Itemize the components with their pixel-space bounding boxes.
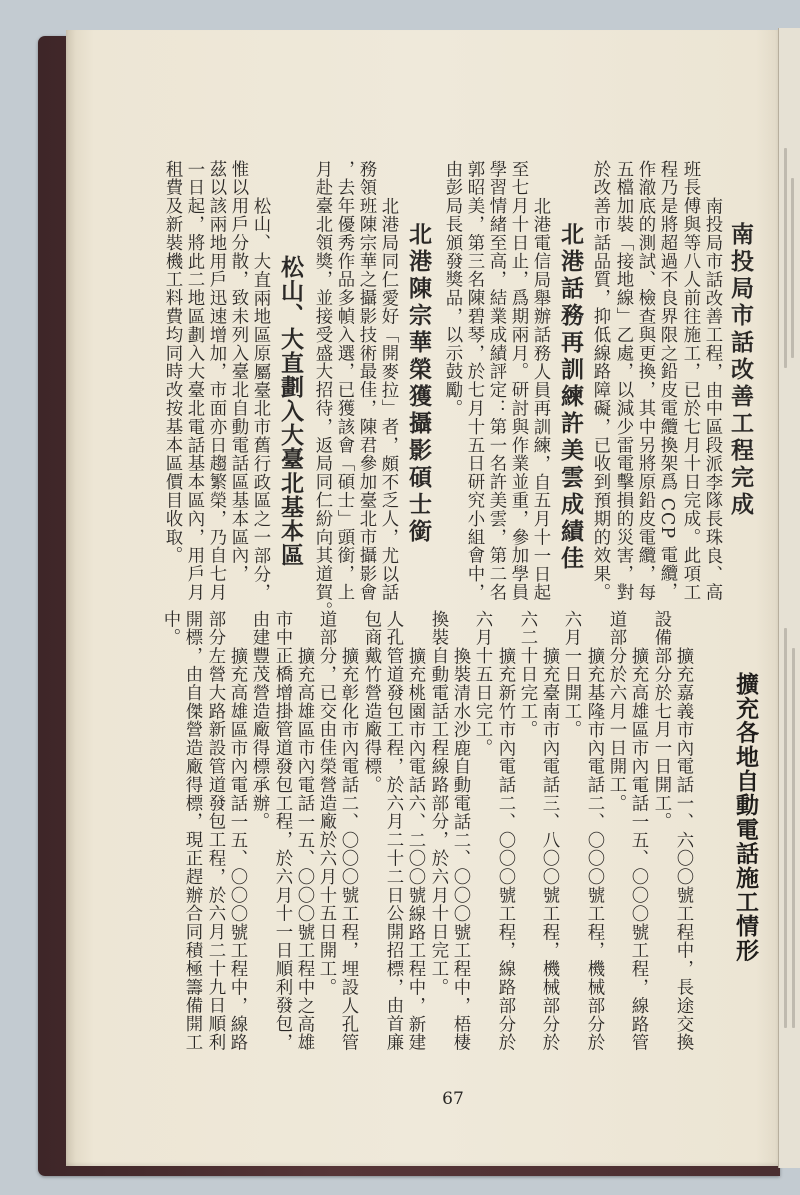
lower-article-line: 包商戴竹營造廠得標。 xyxy=(361,610,381,794)
lower-article-line: 設備部分於七月一日開工。 xyxy=(651,610,671,831)
lower-article-line: 開標，由自傑營造廠得標，現正趕辦合同積極籌備開工 xyxy=(182,610,202,1052)
article-2-line: 學習情緒至高，結業成績評定：第一名許美雲，第二名 xyxy=(486,160,506,602)
adjacent-page-ghost-text xyxy=(784,148,787,368)
lower-article-line: 擴充彰化市內電話二、〇〇〇號工程，埋設人孔管 xyxy=(338,647,358,1052)
article-4-line: 租費及新裝機工料費均同時改按基本區價目收取。 xyxy=(162,160,182,565)
lower-article-line: 六月一日開工。 xyxy=(561,610,581,739)
article-3-line: 北港局同仁愛好「開麥拉」者，頗不乏人，尤以話 xyxy=(378,197,398,602)
article-3-line: ，去年優秀作品多幀入選，已獲該會「碩士」頭銜，上 xyxy=(334,160,354,602)
article-4-title: 松山、大直劃入大臺北基本區 xyxy=(277,255,304,567)
lower-article-line: 擴充高雄區市內電話一五、〇〇〇號工程中之高雄 xyxy=(294,647,314,1052)
article-2-line: 北港電信局舉辦話務人員再訓練，自五月十一日起 xyxy=(530,197,550,602)
article-1-line: 南投局市話改善工程，由中區段派李隊長珠良、高 xyxy=(702,197,722,602)
article-1-line: 作澈底的測試、檢查與更換，其中另將原鉛皮電纜，每 xyxy=(635,160,655,602)
page-number: 67 xyxy=(442,1089,464,1109)
adjacent-page-ghost-text xyxy=(791,178,794,358)
article-3-title: 北港陳宗華榮獲攝影碩士銜 xyxy=(405,222,432,546)
adjacent-page-edge xyxy=(778,28,800,1168)
article-3-line: 月赴臺北領獎，並接受盛大招待，返局同仁紛向其道賀。 xyxy=(312,160,332,620)
lower-article-line: 道部分，已交由佳榮營造廠於六月十五日開工。 xyxy=(316,610,336,997)
lower-article-line: 道部分於六月一日開工。 xyxy=(606,610,626,813)
article-2-line: 郭昭美，第三名陳碧琴，於七月十五日研究小組會中， xyxy=(464,160,484,602)
lower-article-line: 六二十日完工。 xyxy=(517,610,537,739)
article-2-line: 至七月十日止，爲期兩月。研討與作業並重，參加學員 xyxy=(508,160,528,602)
lower-article-line: 擴充臺南市內電話三、八〇〇號工程，機械部分於 xyxy=(539,647,559,1052)
article-4-line: 茲以該兩地用戶迅速增加，市面亦日趨繁榮，乃自七月 xyxy=(206,160,226,602)
article-4-line: 惟以用戶分散，致未列入臺北自動電話區基本區內， xyxy=(228,160,248,584)
lower-article-line: 擴充新竹市內電話二、〇〇〇號工程，線路部分於 xyxy=(495,647,515,1052)
lower-article-line: 部分左營大路新設管道發包工程，於六月二十九日順利 xyxy=(205,610,225,1052)
lower-article-line: 擴充嘉義市內電話一、六〇〇號工程中，長途交換 xyxy=(673,647,693,1052)
lower-article-line: 市中正橋增掛管道發包工程，於六月十一日順利發包， xyxy=(272,610,292,1052)
lower-article-line: 擴充高雄區市內電話一五、〇〇〇號工程中，線路 xyxy=(227,647,247,1052)
adjacent-page-ghost-text xyxy=(792,648,795,1028)
article-4-line: 松山、大直兩地區原屬臺北市舊行政區之一部分， xyxy=(250,197,270,602)
lower-article-line: 擴充基隆市內電話二、〇〇〇號工程，機械部分於 xyxy=(584,647,604,1052)
lower-article-line: 擴充高雄區市內電話一五、〇〇〇號工程，線路管 xyxy=(628,647,648,1052)
article-2-line: 由彭局長頒發獎品，以示鼓勵。 xyxy=(442,160,462,418)
article-1-line: 程乃是將超過不良界限之鉛皮電纜換架爲 CCP 電纜， xyxy=(657,160,677,601)
article-2-title: 北港話務再訓練許美雲成績佳 xyxy=(557,222,584,573)
article-1-title: 南投局市話改善工程完成 xyxy=(727,222,754,519)
article-4-line: 一日起，將此二地區劃入大臺北電話基本區內，用戶月 xyxy=(184,160,204,602)
article-3-line: 務領班陳宗華之攝影技術最佳，陳君參加臺北市攝影會 xyxy=(356,160,376,602)
lower-article-line: 人孔管道發包工程，於六月二十二日公開招標，由首廉 xyxy=(383,610,403,1052)
lower-article-line: 換裝清水沙鹿自動電話二、〇〇〇號工程中，梧棲 xyxy=(450,647,470,1052)
lower-article-line: 六月十五日完工。 xyxy=(472,610,492,758)
lower-article-line: 由建豐茂營造廠得標承辦。 xyxy=(249,610,269,831)
lower-article-line: 擴充桃園市內電話六、二〇〇號線路工程中，新建 xyxy=(405,647,425,1052)
article-1-line: 五檔加裝「接地線」乙處，以減少雷電擊損的災害，對 xyxy=(613,160,633,602)
lower-article-line: 中。 xyxy=(160,610,180,647)
adjacent-page-ghost-text xyxy=(784,628,787,1028)
article-1-line: 班長傅與等八人前往施工，已於七月十日完成。此項工 xyxy=(680,160,700,602)
lower-article-line: 換裝自動電話工程線路部分，於六月十日完工。 xyxy=(428,610,448,997)
article-1-line: 於改善市話品質，抑低線路障礙，已收到預期的效果。 xyxy=(590,160,610,602)
lower-article-title: 擴充各地自動電話施工情形 xyxy=(732,672,759,963)
